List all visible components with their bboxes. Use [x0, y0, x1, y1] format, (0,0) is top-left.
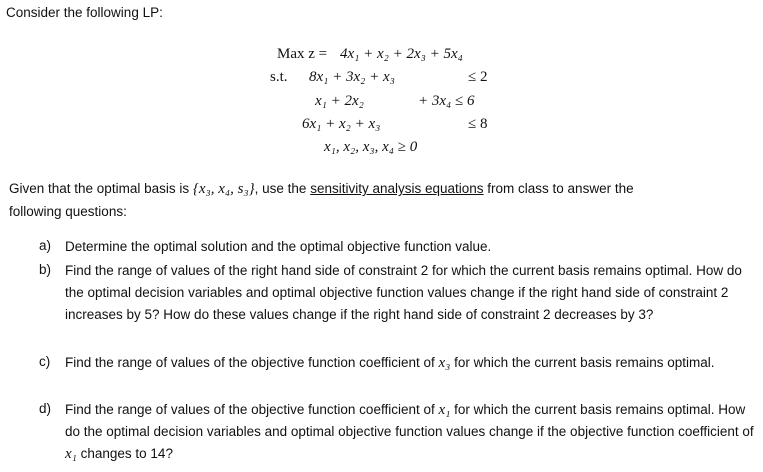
question-letter: d)	[39, 401, 52, 416]
lp-objective-label: Max z =	[277, 46, 328, 62]
given-before: Given that the optimal basis is	[9, 181, 193, 196]
lp-constraint-3-rhs: ≤ 8	[468, 116, 488, 132]
question-letter: c)	[39, 354, 51, 369]
question-text: Determine the optimal solution and the optimal objective function value.	[65, 239, 492, 254]
lp-nonnegativity: x₁, x₂, x₃, x₄ ≥ 0	[324, 139, 418, 155]
sensitivity-link[interactable]: sensitivity analysis equations	[310, 181, 484, 196]
question-letter: a)	[39, 238, 52, 253]
given-line-2: following questions:	[9, 204, 127, 219]
variable-x1: x₁	[65, 446, 77, 462]
lp-constraint-1-rhs: ≤ 2	[468, 69, 488, 85]
lp-constraint-1-lhs: 8x₁ + 3x₂ + x₃	[309, 69, 395, 85]
question-letter: b)	[39, 262, 52, 277]
lp-constraint-2-lhs: x₁ + 2x₂	[315, 93, 364, 109]
question-text-part: for which the current basis remains optimal.	[450, 355, 715, 370]
optimal-basis: {x₃, x₄, s₃}	[192, 181, 255, 197]
given-line-1	[9, 181, 634, 198]
question-text: Find the range of values of the right hand side of constraint 2 for which the current basis remains optimal. How do the optimal decision variables and optimal objective function values change if the right hand side of constraint 2 increases by 5? How do these values change if the right hand side of constraint 2 decreases by 3?	[65, 263, 742, 322]
variable-x3: x₃	[438, 355, 451, 371]
question-text-part: Find the range of values of the objective function coefficient of	[65, 355, 439, 370]
question-text-part: for which the current basis remains optimal. How do the optimal decision variables and optimal objective function values change if the objective function coefficient of	[65, 402, 754, 439]
lp-constraint-3-lhs: 6x₁ + x₂ + x₃	[302, 116, 381, 132]
given-middle: , use the	[254, 181, 311, 196]
variable-x1: x₁	[438, 402, 451, 418]
intro-text: Consider the following LP:	[6, 5, 163, 20]
lp-st-label: s.t.	[270, 69, 288, 85]
given-after: from class to answer the	[483, 181, 634, 196]
question-text	[65, 352, 757, 374]
lp-constraint-2-rhs: + 3x₄ ≤ 6	[418, 93, 475, 109]
question-text	[65, 399, 757, 465]
question-text-part: changes to 14?	[76, 446, 173, 461]
question-text-part: Find the range of values of the objective function coefficient of	[65, 402, 439, 417]
lp-objective: 4x₁ + x₂ + 2x₃ + 5x₄	[340, 46, 463, 62]
